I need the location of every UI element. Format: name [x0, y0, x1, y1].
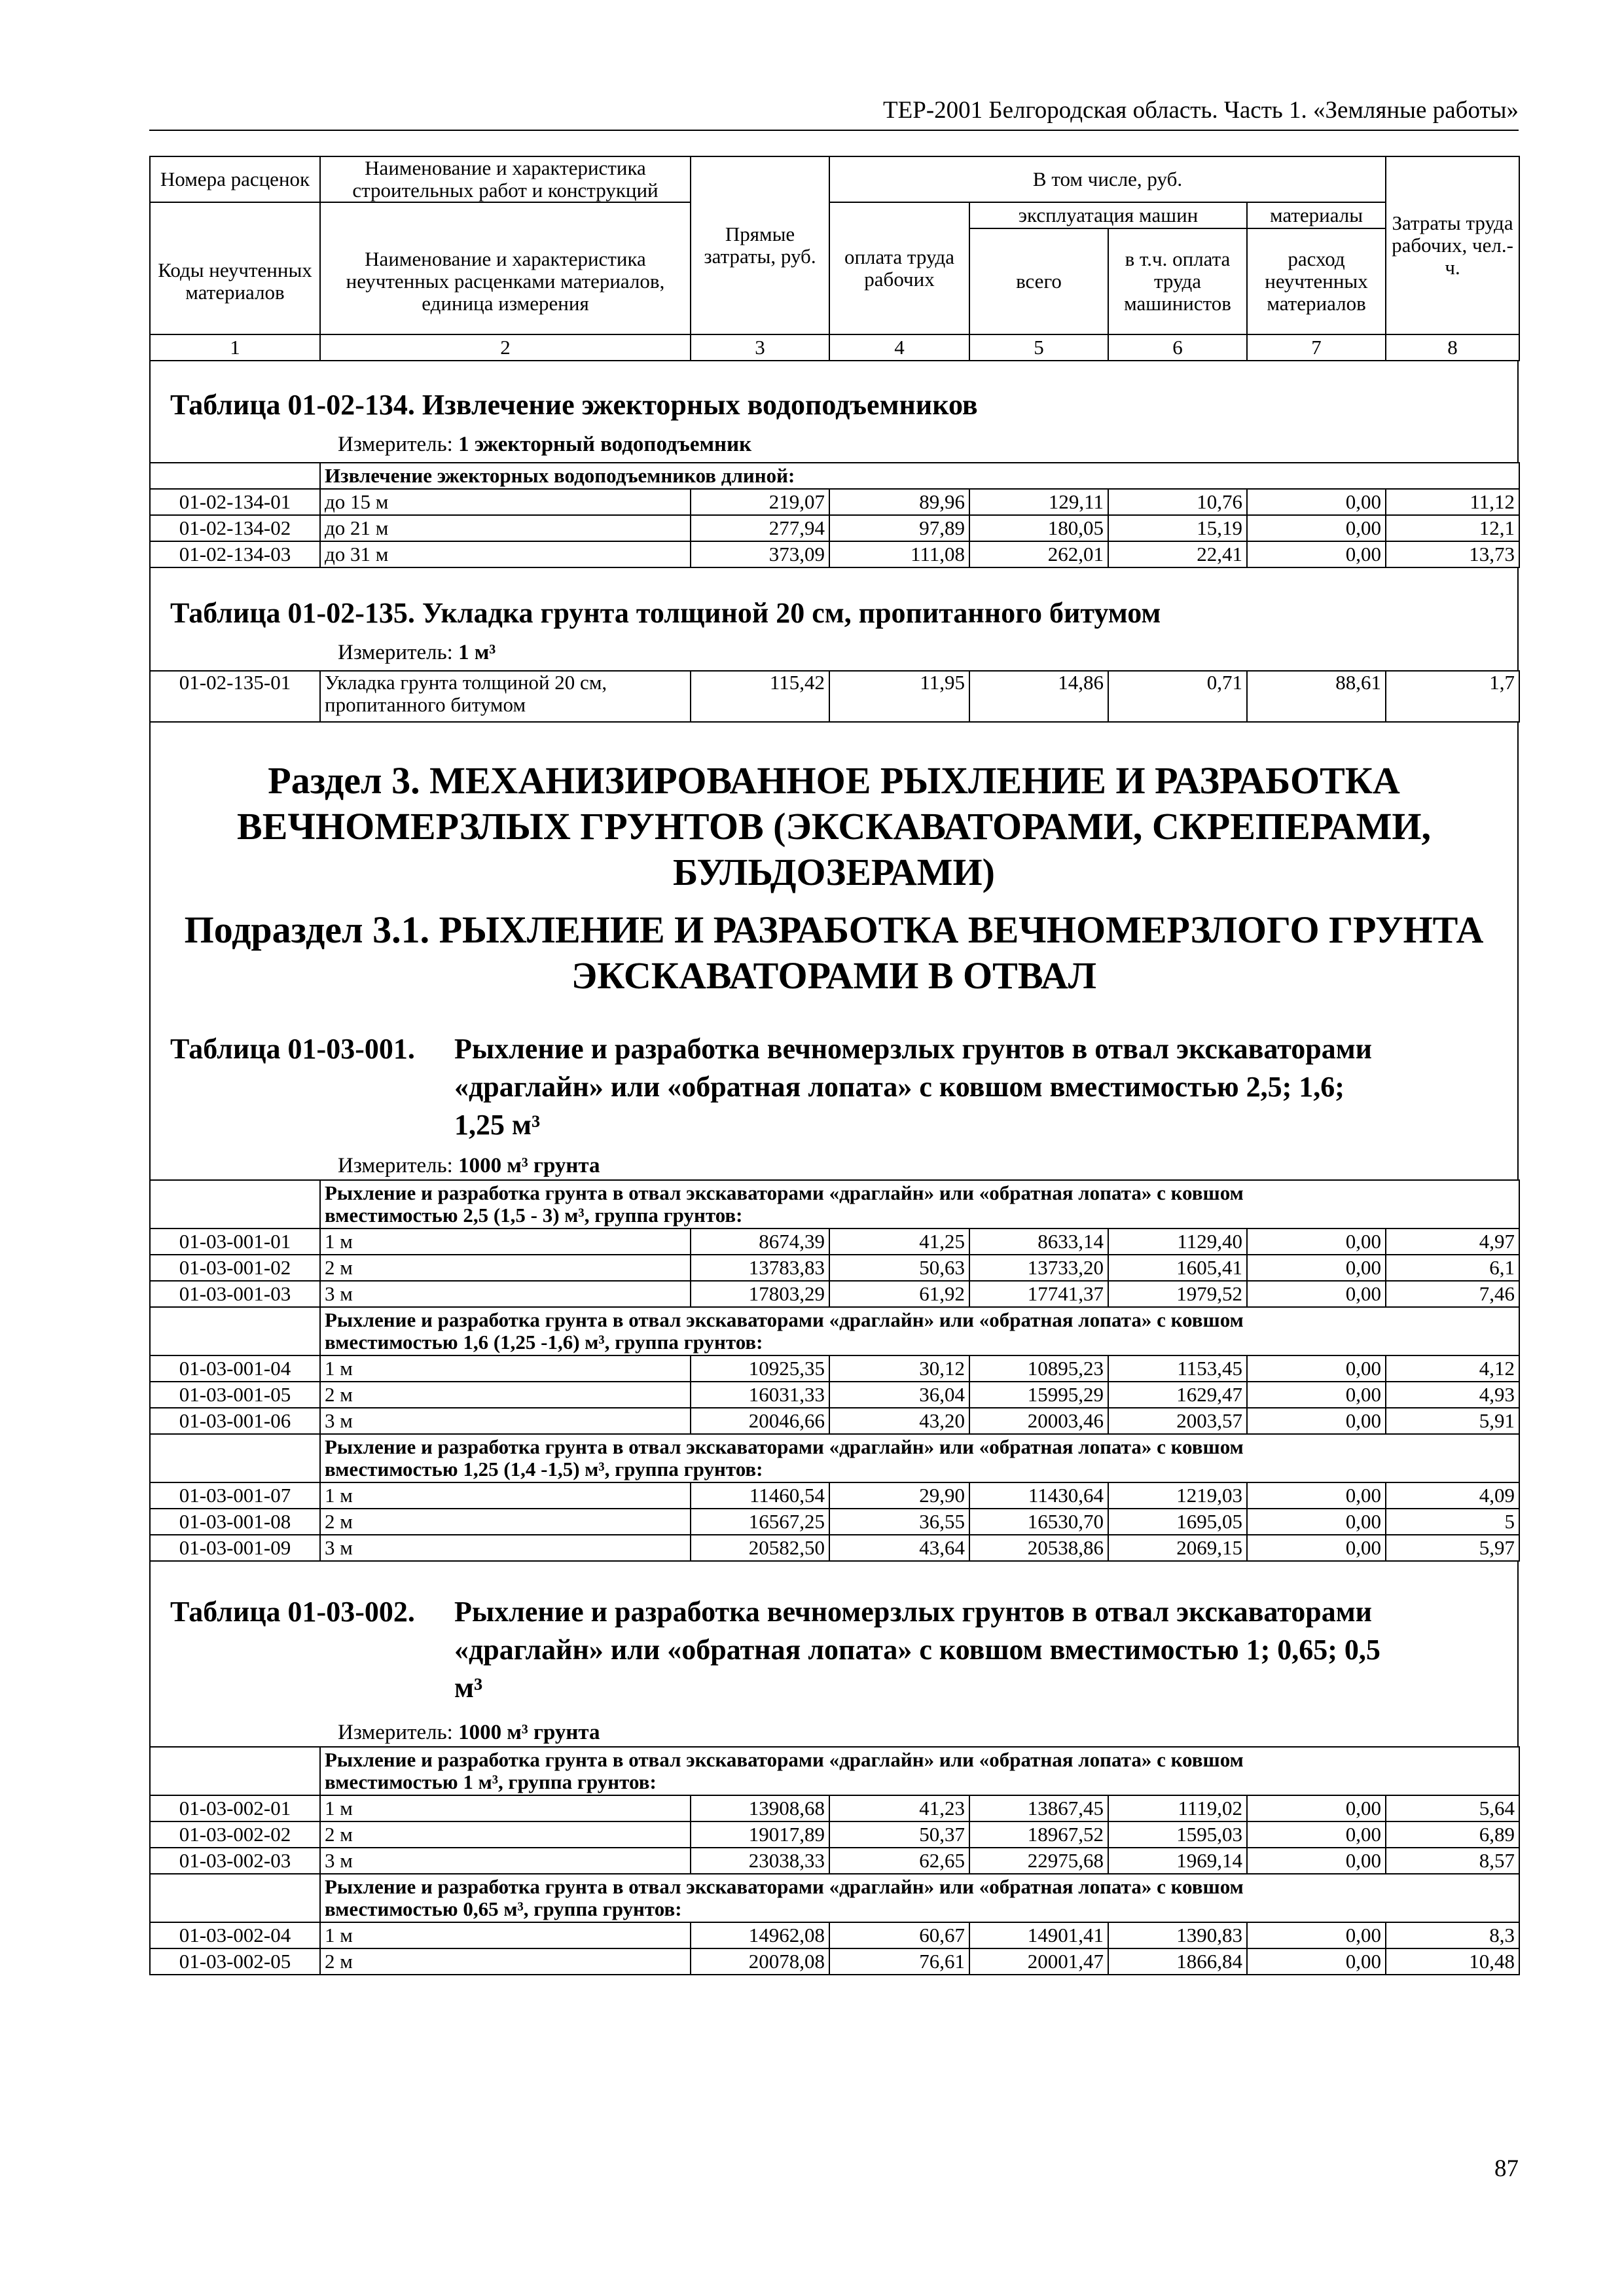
row-value: 7,46	[1386, 1281, 1519, 1307]
row-value: 4,09	[1386, 1482, 1519, 1509]
row-name: 1 м	[320, 1795, 691, 1821]
empty-cell	[150, 1434, 320, 1482]
row-value: 4,12	[1386, 1355, 1519, 1382]
row-value: 76,61	[829, 1948, 969, 1975]
row-value: 20001,47	[969, 1948, 1108, 1975]
row-value: 6,1	[1386, 1255, 1519, 1281]
row-value: 50,63	[829, 1255, 969, 1281]
row-value: 19017,89	[691, 1821, 829, 1848]
measure-value: 1000 м³ грунта	[458, 1154, 600, 1177]
table-134	[149, 462, 1520, 568]
table-001-rows	[150, 1180, 1519, 1561]
header-col2-top: Наименование и характеристика строительных работ и конструкций	[320, 156, 691, 202]
table-001-label: Таблица 01-03-001.	[170, 1033, 415, 1065]
row-value: 0,00	[1247, 541, 1386, 567]
row-value: 0,00	[1247, 1922, 1386, 1948]
row-name: 2 м	[320, 1821, 691, 1848]
row-code: 01-03-001-03	[150, 1281, 320, 1307]
row-value: 17803,29	[691, 1281, 829, 1307]
row-value: 50,37	[829, 1821, 969, 1848]
header-col5: всего	[969, 228, 1108, 334]
row-value: 11,12	[1386, 489, 1519, 515]
table-row	[150, 1229, 1519, 1255]
table-title-line: м³	[454, 1672, 483, 1704]
col-number: 6	[1108, 334, 1247, 361]
row-value: 1129,40	[1108, 1229, 1247, 1255]
row-value: 0,00	[1247, 515, 1386, 541]
table-135-label: Таблица 01-02-135.	[170, 597, 415, 629]
group-heading-line: вместимостью 1,25 (1,4 -1,5) м³, группа грунтов:	[325, 1458, 763, 1480]
table-title-line: Рыхление и разработка вечномерзлых грунтов в отвал экскаваторами	[454, 1596, 1373, 1628]
header-col1-bottom: Коды неучтенных материалов	[150, 228, 320, 334]
row-name: 2 м	[320, 1255, 691, 1281]
table-134-measure	[149, 431, 1519, 462]
row-value: 36,55	[829, 1509, 969, 1535]
row-value: 36,04	[829, 1382, 969, 1408]
measure-label: Измеритель:	[338, 1154, 453, 1177]
header-col6: в т.ч. оплата труда машинистов	[1108, 228, 1247, 334]
row-value: 89,96	[829, 489, 969, 515]
row-value: 17741,37	[969, 1281, 1108, 1307]
row-value: 20078,08	[691, 1948, 829, 1975]
row-value: 111,08	[829, 541, 969, 567]
column-header-table	[149, 156, 1520, 361]
group-heading-line: Рыхление и разработка грунта в отвал экскаваторами «драглайн» или «обратная лопата» с ковшом	[325, 1308, 1244, 1331]
row-value: 1390,83	[1108, 1922, 1247, 1948]
header-col2-bottom: Наименование и характеристика неучтенных расценками материалов, единица измерения	[320, 228, 691, 334]
column-number-row	[150, 334, 1519, 361]
row-code: 01-03-001-09	[150, 1535, 320, 1561]
col-number: 8	[1386, 334, 1519, 361]
running-header	[149, 90, 1519, 131]
row-value: 373,09	[691, 541, 829, 567]
group-heading	[320, 1747, 1519, 1795]
row-code: 01-03-001-01	[150, 1229, 320, 1255]
row-value: 4,93	[1386, 1382, 1519, 1408]
row-value: 6,89	[1386, 1821, 1519, 1848]
table-row	[150, 1255, 1519, 1281]
row-value: 1119,02	[1108, 1795, 1247, 1821]
row-value: 15995,29	[969, 1382, 1108, 1408]
row-value: 62,65	[829, 1848, 969, 1874]
row-value: 8,3	[1386, 1922, 1519, 1948]
col-number: 4	[829, 334, 969, 361]
header-col7: расход неучтенных материалов	[1247, 228, 1386, 334]
row-value: 5,91	[1386, 1408, 1519, 1434]
measure-label: Измеритель:	[338, 1721, 453, 1744]
header-col1-top: Номера расценок	[150, 156, 320, 202]
row-value: 41,23	[829, 1795, 969, 1821]
row-value: 0,00	[1247, 1535, 1386, 1561]
measure-label: Измеритель:	[338, 641, 453, 664]
subsection-title-line: ЭКСКАВАТОРАМИ В ОТВАЛ	[571, 954, 1096, 997]
row-value: 16031,33	[691, 1382, 829, 1408]
section-title-line: Раздел 3. МЕХАНИЗИРОВАННОЕ РЫХЛЕНИЕ И РАЗРАБОТКА	[268, 759, 1400, 802]
header-col3: Прямые затраты, руб.	[691, 156, 829, 334]
subsection-heading	[149, 895, 1519, 1004]
row-value: 10,48	[1386, 1948, 1519, 1975]
row-value: 11460,54	[691, 1482, 829, 1509]
row-value: 1153,45	[1108, 1355, 1247, 1382]
row-value: 1695,05	[1108, 1509, 1247, 1535]
row-code: 01-02-135-01	[150, 671, 320, 722]
row-code: 01-03-001-08	[150, 1509, 320, 1535]
row-value: 16530,70	[969, 1509, 1108, 1535]
table-row	[150, 489, 1519, 515]
row-value: 1,7	[1386, 671, 1519, 722]
row-value: 262,01	[969, 541, 1108, 567]
col-number: 2	[320, 334, 691, 361]
row-value: 11430,64	[969, 1482, 1108, 1509]
header-col4: оплата труда рабочих	[829, 202, 969, 334]
group-heading: Извлечение эжекторных водоподъемников длиной:	[320, 463, 1519, 489]
row-name: 3 м	[320, 1848, 691, 1874]
row-value: 97,89	[829, 515, 969, 541]
measure-value: 1000 м³ грунта	[458, 1721, 600, 1744]
table-002-title	[454, 1593, 1517, 1707]
section-title-line: ВЕЧНОМЕРЗЛЫХ ГРУНТОВ (ЭКСКАВАТОРАМИ, СКРЕПЕРАМИ,	[237, 805, 1431, 848]
empty-cell	[150, 1874, 320, 1922]
row-value: 0,00	[1247, 1382, 1386, 1408]
row-name: 3 м	[320, 1408, 691, 1434]
table-001-measure	[149, 1152, 1519, 1179]
table-row	[150, 1535, 1519, 1561]
measure-label: Измеритель:	[338, 433, 453, 456]
row-value: 43,64	[829, 1535, 969, 1561]
row-value: 14901,41	[969, 1922, 1108, 1948]
row-code: 01-03-001-05	[150, 1382, 320, 1408]
header-materials: материалы	[1247, 202, 1386, 228]
row-value: 20582,50	[691, 1535, 829, 1561]
col-number: 7	[1247, 334, 1386, 361]
row-value: 1979,52	[1108, 1281, 1247, 1307]
row-name: 1 м	[320, 1229, 691, 1255]
table-135-measure	[149, 639, 1519, 670]
row-value: 22,41	[1108, 541, 1247, 567]
table-001-title	[454, 1030, 1517, 1144]
row-value: 0,00	[1247, 1355, 1386, 1382]
row-name: 3 м	[320, 1535, 691, 1561]
table-row	[150, 1948, 1519, 1975]
row-code: 01-03-002-02	[150, 1821, 320, 1848]
row-value: 1595,03	[1108, 1821, 1247, 1848]
row-name: 2 м	[320, 1382, 691, 1408]
table-row	[150, 1382, 1519, 1408]
row-value: 43,20	[829, 1408, 969, 1434]
row-value: 0,00	[1247, 1281, 1386, 1307]
table-134-label: Таблица 01-02-134.	[170, 389, 415, 421]
table-row	[150, 671, 1519, 722]
row-value: 22975,68	[969, 1848, 1108, 1874]
row-value: 0,00	[1247, 1795, 1386, 1821]
header-including: В том числе, руб.	[829, 156, 1386, 202]
row-value: 13733,20	[969, 1255, 1108, 1281]
row-value: 14962,08	[691, 1922, 829, 1948]
group-heading-row	[150, 1307, 1519, 1355]
row-code: 01-03-001-04	[150, 1355, 320, 1382]
row-value: 88,61	[1247, 671, 1386, 722]
row-value: 0,00	[1247, 1408, 1386, 1434]
row-value: 0,00	[1247, 1255, 1386, 1281]
row-name-line: пропитанного битумом	[325, 693, 526, 716]
row-value: 20538,86	[969, 1535, 1108, 1561]
table-title-line: 1,25 м³	[454, 1109, 541, 1141]
row-value: 5	[1386, 1509, 1519, 1535]
table-135-heading	[149, 568, 1519, 639]
table-002-heading	[149, 1562, 1519, 1719]
row-value: 277,94	[691, 515, 829, 541]
row-value: 12,1	[1386, 515, 1519, 541]
group-heading-line: Рыхление и разработка грунта в отвал экскаваторами «драглайн» или «обратная лопата» с ковшом	[325, 1748, 1244, 1771]
row-value: 0,00	[1247, 489, 1386, 515]
row-name: 3 м	[320, 1281, 691, 1307]
row-value: 11,95	[829, 671, 969, 722]
table-row	[150, 515, 1519, 541]
document-body	[149, 156, 1519, 1975]
row-value: 4,97	[1386, 1229, 1519, 1255]
group-heading	[320, 1874, 1519, 1922]
group-heading-row	[150, 1434, 1519, 1482]
table-row	[150, 1281, 1519, 1307]
table-134-rows	[150, 489, 1519, 567]
row-value: 1605,41	[1108, 1255, 1247, 1281]
table-135	[149, 670, 1520, 723]
group-heading-row	[150, 1180, 1519, 1229]
row-value: 18967,52	[969, 1821, 1108, 1848]
row-name: 1 м	[320, 1922, 691, 1948]
row-value: 13908,68	[691, 1795, 829, 1821]
header-machines: эксплуатация машин	[969, 202, 1247, 228]
section-title	[151, 758, 1517, 895]
row-value: 5,64	[1386, 1795, 1519, 1821]
row-value: 0,00	[1247, 1848, 1386, 1874]
group-heading-line: вместимостью 2,5 (1,5 - 3) м³, группа грунтов:	[325, 1204, 743, 1227]
row-value: 20003,46	[969, 1408, 1108, 1434]
group-heading-line: Рыхление и разработка грунта в отвал экскаваторами «драглайн» или «обратная лопата» с ковшом	[325, 1875, 1244, 1898]
group-heading-line: Рыхление и разработка грунта в отвал экскаваторами «драглайн» или «обратная лопата» с ковшом	[325, 1181, 1244, 1204]
row-value: 1219,03	[1108, 1482, 1247, 1509]
row-value: 0,00	[1247, 1509, 1386, 1535]
row-value: 0,71	[1108, 671, 1247, 722]
group-heading	[320, 1434, 1519, 1482]
row-value: 1866,84	[1108, 1948, 1247, 1975]
row-value: 0,00	[1247, 1482, 1386, 1509]
table-row	[150, 1795, 1519, 1821]
group-heading-line: вместимостью 0,65 м³, группа грунтов:	[325, 1897, 682, 1920]
row-value: 23038,33	[691, 1848, 829, 1874]
col-number: 3	[691, 334, 829, 361]
row-value: 8,57	[1386, 1848, 1519, 1874]
subsection-title	[151, 907, 1517, 999]
col-number: 1	[150, 334, 320, 361]
row-name: 2 м	[320, 1948, 691, 1975]
group-heading-line: вместимостью 1,6 (1,25 -1,6) м³, группа грунтов:	[325, 1331, 763, 1354]
row-name: 1 м	[320, 1355, 691, 1382]
table-row	[150, 1922, 1519, 1948]
row-value: 16567,25	[691, 1509, 829, 1535]
row-code: 01-03-001-02	[150, 1255, 320, 1281]
row-value: 129,11	[969, 489, 1108, 515]
section-title-line: БУЛЬДОЗЕРАМИ)	[673, 851, 995, 893]
row-value: 0,00	[1247, 1229, 1386, 1255]
row-code: 01-03-002-05	[150, 1948, 320, 1975]
row-value: 1969,14	[1108, 1848, 1247, 1874]
empty-cell	[150, 1747, 320, 1795]
table-row	[150, 541, 1519, 567]
row-value: 0,00	[1247, 1948, 1386, 1975]
table-row	[150, 1408, 1519, 1434]
table-row	[150, 1821, 1519, 1848]
row-value: 10,76	[1108, 489, 1247, 515]
table-row	[150, 1482, 1519, 1509]
row-value: 10925,35	[691, 1355, 829, 1382]
row-value: 13,73	[1386, 541, 1519, 567]
table-row	[150, 1509, 1519, 1535]
row-value: 115,42	[691, 671, 829, 722]
row-code: 01-03-001-06	[150, 1408, 320, 1434]
row-value: 8633,14	[969, 1229, 1108, 1255]
group-heading-line: вместимостью 1 м³, группа грунтов:	[325, 1770, 657, 1793]
table-title-line: «драглайн» или «обратная лопата» с ковшом вместимостью 2,5; 1,6;	[454, 1071, 1344, 1103]
page-number: 87	[1494, 2155, 1519, 2182]
row-value: 0,00	[1247, 1821, 1386, 1848]
row-value: 2069,15	[1108, 1535, 1247, 1561]
empty-cell	[150, 1180, 320, 1229]
table-002-rows	[150, 1747, 1519, 1975]
row-value: 10895,23	[969, 1355, 1108, 1382]
group-heading-row	[150, 1874, 1519, 1922]
row-value: 29,90	[829, 1482, 969, 1509]
row-value: 15,19	[1108, 515, 1247, 541]
row-value: 20046,66	[691, 1408, 829, 1434]
row-value: 60,67	[829, 1922, 969, 1948]
row-code: 01-03-002-01	[150, 1795, 320, 1821]
group-heading	[320, 1307, 1519, 1355]
table-row	[150, 1848, 1519, 1874]
table-002-measure	[149, 1719, 1519, 1746]
row-code: 01-03-001-07	[150, 1482, 320, 1509]
table-001-heading	[149, 1004, 1519, 1152]
row-value: 30,12	[829, 1355, 969, 1382]
row-value: 5,97	[1386, 1535, 1519, 1561]
row-value: 1629,47	[1108, 1382, 1247, 1408]
row-value: 2003,57	[1108, 1408, 1247, 1434]
table-row	[150, 1355, 1519, 1382]
row-code: 01-03-002-03	[150, 1848, 320, 1874]
table-134-heading	[149, 361, 1519, 431]
measure-value: 1 эжекторный водоподъемник	[458, 433, 752, 456]
row-code: 01-02-134-03	[150, 541, 320, 567]
row-code: 01-02-134-02	[150, 515, 320, 541]
row-value: 219,07	[691, 489, 829, 515]
row-value: 8674,39	[691, 1229, 829, 1255]
row-name: 2 м	[320, 1509, 691, 1535]
table-001	[149, 1179, 1520, 1562]
row-name: до 15 м	[320, 489, 691, 515]
row-name: до 21 м	[320, 515, 691, 541]
row-name-line: Укладка грунта толщиной 20 см,	[325, 671, 607, 694]
table-002-label: Таблица 01-03-002.	[170, 1596, 415, 1628]
section-heading	[149, 723, 1519, 895]
table-135-title: Укладка грунта толщиной 20 см, пропитанного битумом	[422, 597, 1161, 629]
empty-cell	[150, 1307, 320, 1355]
row-value: 13783,83	[691, 1255, 829, 1281]
running-title: ТЕР-2001 Белгородская область. Часть 1. «Земляные работы»	[883, 97, 1519, 124]
row-code: 01-02-134-01	[150, 489, 320, 515]
row-value: 180,05	[969, 515, 1108, 541]
table-134-title: Извлечение эжекторных водоподъемников	[422, 389, 978, 421]
header-col8: Затраты труда рабочих, чел.-ч.	[1386, 156, 1519, 334]
row-value: 41,25	[829, 1229, 969, 1255]
group-heading	[320, 1180, 1519, 1229]
table-title-line: Рыхление и разработка вечномерзлых грунтов в отвал экскаваторами	[454, 1033, 1373, 1065]
col-number: 5	[969, 334, 1108, 361]
row-name: до 31 м	[320, 541, 691, 567]
group-heading-line: Рыхление и разработка грунта в отвал экскаваторами «драглайн» или «обратная лопата» с ковшом	[325, 1435, 1244, 1458]
table-002	[149, 1746, 1520, 1975]
row-name: 1 м	[320, 1482, 691, 1509]
group-heading-row	[150, 1747, 1519, 1795]
row-value: 14,86	[969, 671, 1108, 722]
row-value: 61,92	[829, 1281, 969, 1307]
row-value: 13867,45	[969, 1795, 1108, 1821]
row-name	[320, 671, 691, 722]
row-code: 01-03-002-04	[150, 1922, 320, 1948]
subsection-title-line: Подраздел 3.1. РЫХЛЕНИЕ И РАЗРАБОТКА ВЕЧНОМЕРЗЛОГО ГРУНТА	[184, 908, 1484, 951]
table-title-line: «драглайн» или «обратная лопата» с ковшом вместимостью 1; 0,65; 0,5	[454, 1634, 1380, 1666]
measure-value: 1 м³	[458, 641, 496, 664]
